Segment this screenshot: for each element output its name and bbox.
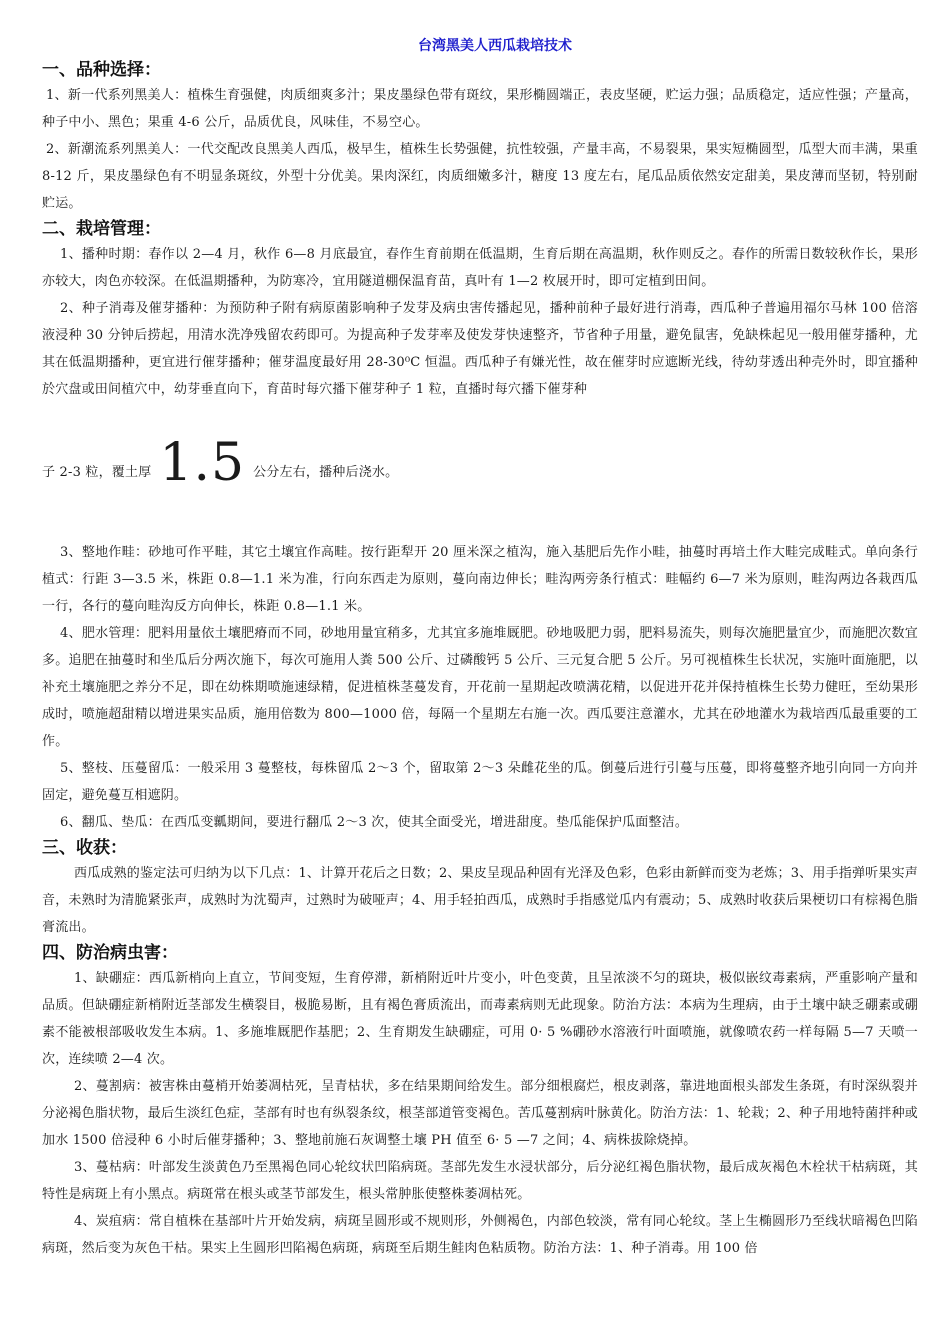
paragraph: 6、翻瓜、垫瓜：在西瓜变瓤期间，要进行翻瓜 2～3 次，使其全面受光，增进甜度。垫瓜能保护瓜面整洁。: [60, 815, 689, 830]
paragraph: 4、炭疽病：常自植株在基部叶片开始发病，病斑呈圆形或不规则形，外侧褐色，内部色较淡，常有同心轮纹。茎上生椭圆形乃至线状暗褐色凹陷病斑，然后变为灰色干枯。果实上生圆形凹陷褐色病斑，病斑至后期生鲑肉色粘质物。防治方法：1、种子消毒。用 100 倍: [42, 1214, 918, 1256]
paragraph: 1、新一代系列黑美人：植株生育强健，肉质细爽多汁；果皮墨绿色带有斑纹，果形椭圆端正，表皮坚硬，贮运力强；品质稳定，适应性强；产量高，种子中小、黑色；果重 4-6 公斤，品质优良，风味佳，不易空心。: [42, 88, 918, 130]
text-fragment: 公分左右，播种后浇水。: [253, 465, 399, 480]
paragraph: 4、肥水管理：肥料用量依土壤肥瘠而不同，砂地用量宜稍多，尤其宜多施堆厩肥。砂地吸肥力弱，肥料易流失，则每次施肥量宜少，而施肥次数宜多。追肥在抽蔓时和坐瓜后分两次施下，每次可施用人粪 500 公斤、过磷酸钙 5 公斤、三元复合肥 5 公斤。另可视植株生长状况，实施叶面施肥，以补充土壤施肥之养分不足，即在幼株期喷施速绿精，促进植株茎蔓发育，开花前一星期起改喷满花精，以促进开花并保持植株生长势力健旺，至幼果形成时，喷施超甜精以增进果实品质，施用倍数为 800—1000 倍，每隔一个星期左右施一次。西瓜要注意灌水，尤其在砂地灌水为栽培西瓜最重要的工作。: [42, 626, 918, 749]
paragraph: 3、蔓枯病：叶部发生淡黄色乃至黑褐色同心轮纹状凹陷病斑。茎部先发生水浸状部分，后分泌红褐色脂状物，最后成灰褐色木栓状干枯病斑，其特性是病斑上有小黑点。病斑常在根头或茎节部发生，根头常肿胀使整株萎凋枯死。: [42, 1160, 918, 1202]
section-heading-cultivation: 二、栽培管理：: [42, 219, 161, 239]
paragraph: 5、整枝、压蔓留瓜：一般采用 3 蔓整枝，每株留瓜 2～3 个，留取第 2～3 朵雌花坐的瓜。倒蔓后进行引蔓与压蔓，即将蔓整齐地引向同一方向并固定，避免蔓互相遮阴。: [42, 761, 918, 803]
large-number: 1.5: [159, 433, 246, 493]
document-title: 台湾黑美人西瓜栽培技术: [418, 38, 572, 54]
paragraph: 2、新潮流系列黑美人：一代交配改良黑美人西瓜，极早生，植株生长势强健，抗性较强，产量丰高，不易裂果，果实短椭圆型，瓜型大而丰满，果重 8-12 斤，果皮墨绿色有不明显条斑纹，外型十分优美。果肉深红，肉质细嫩多汁，糖度 13 度左右，尾瓜品质依然安定甜美，果皮薄而坚韧，特别耐贮运。: [42, 142, 918, 211]
section-heading-varieties: 一、品种选择：: [42, 60, 161, 80]
paragraph-with-large-number: [42, 433, 918, 493]
paragraph: 西瓜成熟的鉴定法可归纳为以下几点：1、计算开花后之日数；2、果皮呈现品种固有光泽及色彩，色彩由新鲜而变为老炼；3、用手指弹听果实声音，未熟时为清脆紧张声，成熟时为沈蜀声，过熟时为破哑声；4、用手轻拍西瓜，成熟时手指感觉瓜内有震动；5、成熟时收获后果梗切口有棕褐色脂膏流出。: [42, 866, 918, 935]
paragraph: 2、种子消毒及催芽播种：为预防种子附有病原菌影响种子发芽及病虫害传播起见，播种前种子最好进行消毒，西瓜种子普遍用福尔马林 100 倍溶液浸种 30 分钟后捞起，用清水洗净残留农药即可。为提高种子发芽率及使发芽快速整齐，节省种子用量，避免鼠害，免缺株起见一般用催芽播种，尤其在低温期播种，更宜进行催芽播种；催芽温度最好用 28-30⁰C 恒温。西瓜种子有嫌光性，故在催芽时应遮断光线，待幼芽透出种壳外时，即宜播种於穴盘或田间植穴中，幼芽垂直向下，育苗时每穴播下催芽种子 1 粒，直播时每穴播下催芽种: [42, 301, 918, 397]
paragraph: 1、缺硼症：西瓜新梢向上直立，节间变短，生育停滞，新梢附近叶片变小，叶色变黄，且呈浓淡不匀的斑块，极似嵌纹毒素病，严重影响产量和品质。但缺硼症新梢附近茎部发生横裂目，极脆易断，且有褐色膏质流出，而毒素病则无此现象。防治方法：本病为生理病，由于土壤中缺乏硼素或硼素不能被根部吸收发生本病。1、多施堆厩肥作基肥；2、生育期发生缺硼症，可用 0· 5 %硼砂水溶液行叶面喷施，就像喷农药一样每隔 5—7 天喷一次，连续喷 2—4 次。: [42, 971, 918, 1067]
section-heading-harvest: 三、收获：: [42, 838, 127, 858]
text-fragment: 子 2-3 粒，覆土厚: [42, 465, 152, 480]
paragraph: 1、播种时期：春作以 2—4 月，秋作 6—8 月底最宜，春作生育前期在低温期，生育后期在高温期，秋作则反之。春作的所需日数较秋作长，果形亦较大，肉色亦较深。在低温期播种，为防寒冷，宜用隧道棚保温育苗，真叶有 1—2 枚展开时，即可定植到田间。: [42, 247, 918, 289]
section-heading-pest-control: 四、防治病虫害：: [42, 943, 178, 963]
paragraph: 2、蔓割病：被害株由蔓梢开始萎凋枯死，呈青枯状，多在结果期间给发生。部分细根腐烂，根皮剥落，靠进地面根头部发生条斑，有时深纵裂并分泌褐色脂状物，最后生淡红色症，茎部有时也有纵裂条纹，根茎部道管变褐色。苦瓜蔓割病叶脉黄化。防治方法：1、轮栽；2、种子用地特菌拌种或加水 1500 倍浸种 6 小时后催芽播种；3、整地前施石灰调整土壤 PH 值至 6· 5 —7 之间；4、病株拔除烧掉。: [42, 1079, 918, 1148]
document-page: [42, 36, 918, 1262]
paragraph: 3、整地作畦：砂地可作平畦，其它土壤宜作高畦。按行距犁开 20 厘米深之植沟，施入基肥后先作小畦，抽蔓时再培土作大畦完成畦式。单向条行植式：行距 3—3.5 米，株距 0.8—1.1 米为准，行向东西走为原则，蔓向南边伸长；畦沟两旁条行植式：畦幅约 6—7 米为原则，畦沟两边各栽西瓜一行，各行的蔓向畦沟反方向伸长，株距 0.8—1.1 米。: [42, 545, 918, 614]
